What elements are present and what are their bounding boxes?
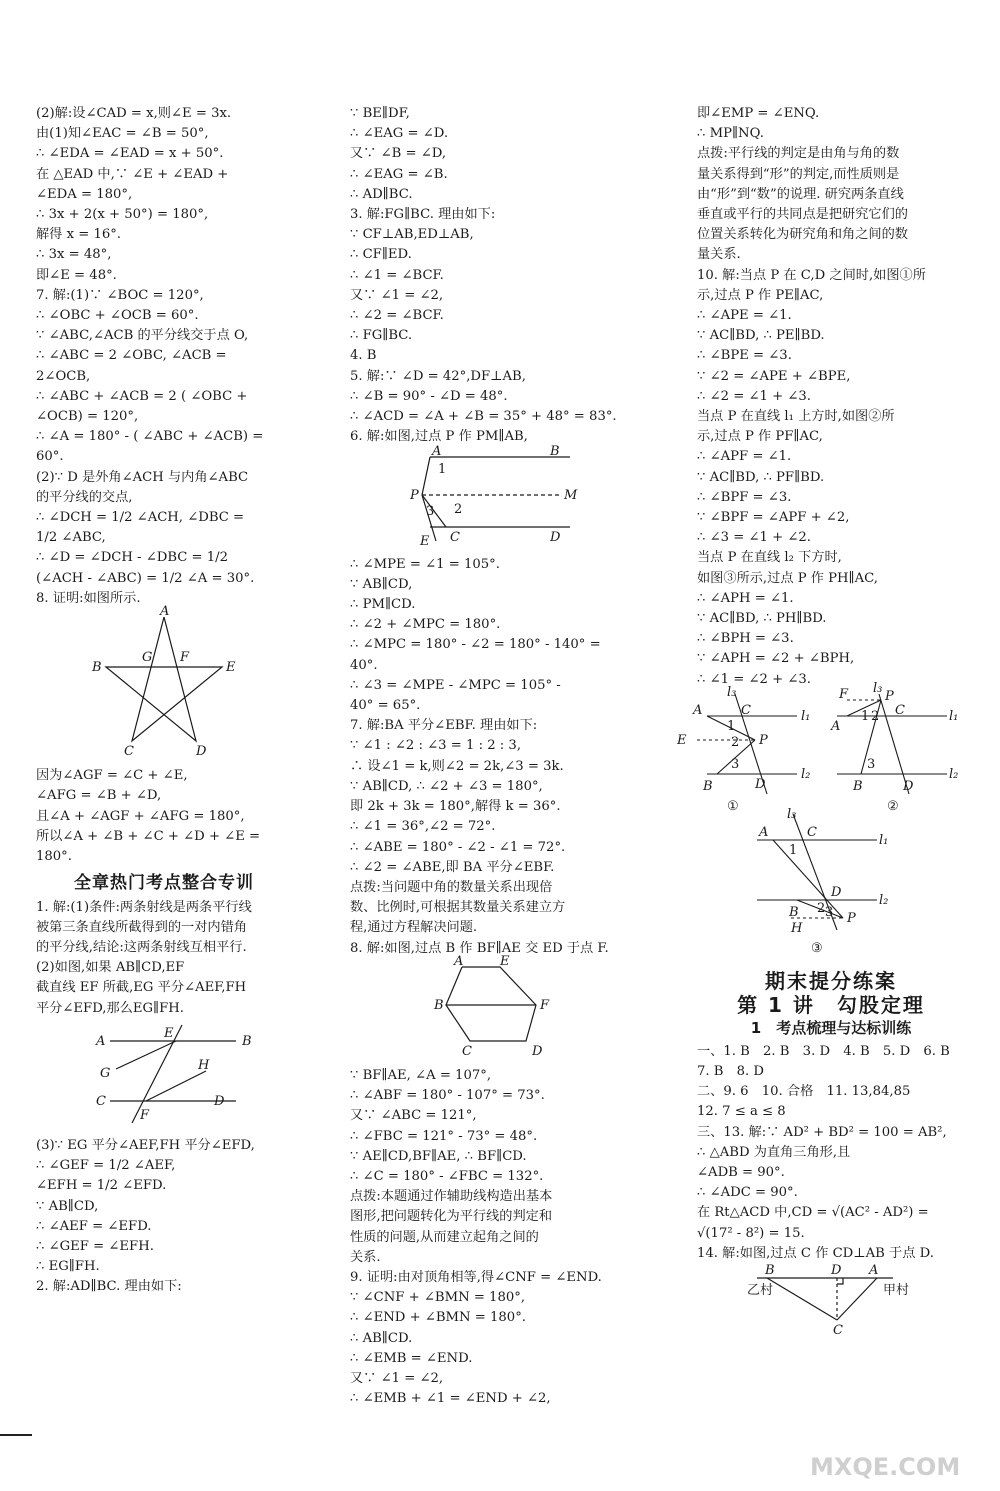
col1-line: 即∠E = 48°. <box>36 267 117 283</box>
f2-label-d: D <box>903 778 914 794</box>
f2-label-c: C <box>895 702 905 718</box>
col2b-line: ∴ ∠MPC = 180° - ∠2 = 180° - 140° = <box>350 637 601 653</box>
col1-line: 1/2 ∠ABC, <box>36 530 106 546</box>
fig8-label-d: D <box>532 1043 543 1059</box>
col2b-line: ∴ PM∥CD. <box>350 597 416 613</box>
col1-line: ∠OCB) = 120°, <box>36 409 139 425</box>
f2-angle-2: 2 <box>871 708 880 724</box>
col3-line: ∵ ∠2 = ∠APE + ∠BPE, <box>697 368 851 384</box>
col3-line: ∴ ∠3 = ∠1 + ∠2. <box>697 530 811 546</box>
col1-line: 的平分线的交点, <box>36 489 133 505</box>
col2-line: 3. 解:FG∥BC. 理由如下: <box>350 207 496 223</box>
section-heading-chapter: 全章热门考点整合专训 <box>74 873 254 894</box>
f1-label-a: A <box>693 702 703 718</box>
col1-text-b <box>36 766 292 867</box>
col2-line: 5. 解:∵ ∠D = 42°,DF⊥AB, <box>350 368 526 384</box>
col2c-line: 又∵ ∠ABC = 121°, <box>350 1108 477 1124</box>
f3-label-l3: l₃ <box>787 806 797 822</box>
f2-label-p: P <box>885 688 894 704</box>
star-label-d: D <box>196 744 207 760</box>
f3-label-p: P <box>847 910 856 926</box>
page-footer-bar <box>0 1434 32 1436</box>
col1-line: ∴ ∠ABC = 2 ∠OBC, ∠ACB = <box>36 348 227 364</box>
fig8-label-a: A <box>454 953 464 969</box>
fig6-angle-3: 3 <box>426 504 435 520</box>
col3b-line: ∴ △ABD 为直角三角形,且 <box>697 1144 851 1160</box>
col2c-line: ∴ ∠END + ∠BMN = 180°. <box>350 1310 526 1326</box>
col3-line: ∴ ∠BPF = ∠3. <box>697 489 792 505</box>
f2-label-a: A <box>831 718 841 734</box>
col1c-line: 的平分线,结论:这两条射线互相平行. <box>36 939 247 955</box>
f1-label-p: P <box>759 732 768 748</box>
f3-label-d: D <box>831 884 842 900</box>
col3-line: 即∠EMP = ∠ENQ. <box>697 106 820 121</box>
fig6-label-m: M <box>564 488 578 504</box>
star-label-g: G <box>142 650 153 666</box>
col1-line: 在 △EAD 中,∵ ∠E + ∠EAD + <box>36 166 229 182</box>
col2b-line: 7. 解:BA 平分∠EBF. 理由如下: <box>350 718 538 734</box>
col1b-line: ∠AFG = ∠B + ∠D, <box>36 788 162 804</box>
col3-line: 当点 P 在直线 l₂ 下方时, <box>697 550 842 566</box>
fig1-label-d: D <box>214 1093 225 1109</box>
col2-line: ∴ ∠ACD = ∠A + ∠B = 35° + 48° = 83°. <box>350 409 617 425</box>
col2c-line: ∵ ∠CNF + ∠BMN = 180°, <box>350 1290 526 1306</box>
f1-caption: ① <box>727 798 739 814</box>
col1b-line: 所以∠A + ∠B + ∠C + ∠D + ∠E = <box>36 828 261 844</box>
col2b-line: 即 2k + 3k = 180°,解得 k = 36°. <box>350 799 561 815</box>
f3-label-a: A <box>759 824 769 840</box>
col3-line: ∵ AC∥BD, ∴ PH∥BD. <box>697 611 827 627</box>
col3b-line: 一、1. B 2. B 3. D 4. B 5. D 6. B <box>697 1043 950 1059</box>
col3-line: 当点 P 在直线 l₁ 上方时,如图②所 <box>697 409 895 425</box>
f1-label-b: B <box>703 778 713 794</box>
col1-line: ∴ 3x = 48°, <box>36 247 112 263</box>
f1-label-d: D <box>755 776 766 792</box>
col2c-line: ∴ ∠EMB = ∠END. <box>350 1350 473 1366</box>
col1-text-a <box>36 104 292 609</box>
star-label-f: F <box>180 650 190 666</box>
f1-label-l3: l₃ <box>727 684 737 700</box>
col3-line: ∴ MP∥NQ. <box>697 126 764 142</box>
col2b-line: ∴ ∠MPE = ∠1 = 105°. <box>350 556 500 572</box>
f2-caption: ② <box>887 798 899 814</box>
col1c-line: 截直线 EF 所截,EG 平分∠AEF,FH <box>36 980 247 996</box>
col1-line: 60°. <box>36 449 64 465</box>
col1b-line: 且∠A + ∠AGF + ∠AFG = 180°, <box>36 808 245 824</box>
col2b-line: ∴ ∠2 = ∠ABE,即 BA 平分∠EBF. <box>350 859 555 875</box>
col2-line: 又∵ ∠1 = ∠2, <box>350 287 444 303</box>
col3-line: ∴ ∠APE = ∠1. <box>697 308 792 324</box>
col2c-line: ∴ AB∥CD. <box>350 1330 413 1346</box>
fig8-diagram <box>350 953 618 1059</box>
col1-line: ∴ ∠A = 180° - ( ∠ABC + ∠ACB) = <box>36 429 264 445</box>
col1-line: ∴ ∠ABC + ∠ACB = 2 ( ∠OBC + <box>36 388 248 404</box>
col2c-line: 图形,把问题转化为平行线的判定和 <box>350 1209 553 1225</box>
col3b-line: ∠ADB = 90°. <box>697 1164 785 1180</box>
col2-line: ∴ ∠B = 90° - ∠D = 48°. <box>350 388 508 404</box>
col1-line: (∠ACH - ∠ABC) = 1/2 ∠A = 30°. <box>36 570 255 586</box>
fig6-label-p: P <box>410 488 419 504</box>
column-3 <box>677 104 965 1345</box>
col1c-line: 平分∠EFD,那么EG∥FH. <box>36 1000 184 1016</box>
col2b-line: 程,通过方程解决问题. <box>350 920 478 936</box>
col2b-line: ∵ AB∥CD, ∴ ∠2 + ∠3 = 180°, <box>350 778 543 794</box>
fig1-label-e: E <box>164 1025 174 1041</box>
col3b-line: 14. 解:如图,过点 C 作 CD⊥AB 于点 D. <box>697 1245 934 1261</box>
fig14-label-d: D <box>831 1262 842 1278</box>
f3-label-b: B <box>789 904 799 920</box>
fig14-label-village-jia: 甲村 <box>883 1282 910 1298</box>
col1b-line: 因为∠AGF = ∠C + ∠E, <box>36 768 188 784</box>
col3-line: ∴ ∠APF = ∠1. <box>697 449 792 465</box>
col2b-line: ∵ ∠1 : ∠2 : ∠3 = 1 : 2 : 3, <box>350 738 522 754</box>
col3-line: 量关系得到“形”的判定,而性质则是 <box>697 166 900 182</box>
col2-text-c <box>350 1066 618 1409</box>
col1-line: 7. 解:(1)∵ ∠BOC = 120°, <box>36 287 204 303</box>
col1-text-c <box>36 898 292 1019</box>
col1d-line: ∴ ∠GEF = 1/2 ∠AEF, <box>36 1158 176 1174</box>
watermark-logo <box>790 1395 990 1485</box>
fig8-label-b: B <box>434 997 444 1013</box>
col2c-line: ∵ BF∥AE, ∠A = 107°, <box>350 1067 492 1083</box>
star-label-c: C <box>124 744 134 760</box>
col2c-line: 9. 证明:由对顶角相等,得∠CNF = ∠END. <box>350 1269 602 1285</box>
col1-line: (2)∵ D 是外角∠ACH 与内角∠ABC <box>36 469 249 485</box>
col2c-line: 关系. <box>350 1249 381 1265</box>
f2-label-l3: l₃ <box>873 680 883 696</box>
column-1 <box>36 104 292 1298</box>
fig1-label-a: A <box>96 1033 106 1049</box>
col2b-line: 40°. <box>350 657 378 673</box>
col1d-line: ∵ AB∥CD, <box>36 1198 99 1214</box>
col2-line: ∵ CF⊥AB,ED⊥AB, <box>350 227 474 243</box>
col2b-line: ∵ AB∥CD, <box>350 576 413 592</box>
col3-line: ∵ ∠APH = ∠2 + ∠BPH, <box>697 651 855 667</box>
fig8-label-f: F <box>540 997 550 1013</box>
fig8-label-e: E <box>500 953 510 969</box>
col1c-line: 1. 解:(1)条件:两条射线是两条平行线 <box>36 899 252 915</box>
col2-line: 6. 解:如图,过点 P 作 PM∥AB, <box>350 429 528 445</box>
f2-label-f: F <box>839 686 849 702</box>
fig6-label-b: B <box>550 444 560 460</box>
col1-line: ∵ ∠ABC,∠ACB 的平分线交于点 O, <box>36 328 249 344</box>
col3b-line: 在 Rt△ACD 中,CD = √(AC² - AD²) = <box>697 1205 929 1221</box>
col2-line: 又∵ ∠B = ∠D, <box>350 146 447 162</box>
col3-text-a <box>697 104 965 690</box>
fig14-label-village-yi: 乙村 <box>747 1282 774 1298</box>
col3-line: ∵ ∠BPF = ∠APF + ∠2, <box>697 510 850 526</box>
parallel-figure <box>36 1019 292 1129</box>
col3-line: ∵ AC∥BD, ∴ PF∥BD. <box>697 469 825 485</box>
col3b-line: 三、13. 解:∵ AD² + BD² = 100 = AB², <box>697 1124 947 1140</box>
col2b-line: ∴ ∠1 = 36°,∠2 = 72°. <box>350 819 496 835</box>
col1-text-d <box>36 1136 292 1298</box>
f3-angle-1: 1 <box>789 842 798 858</box>
f3-angle-3: 3 <box>825 904 834 920</box>
f2-label-b: B <box>853 778 863 794</box>
star-label-b: B <box>92 660 102 676</box>
col2c-line: ∴ ∠ABF = 180° - 107° = 73°. <box>350 1088 545 1104</box>
col2c-line: 又∵ ∠1 = ∠2, <box>350 1370 444 1386</box>
col1-line: (2)解:设∠CAD = x,则∠E = 3x. <box>36 106 232 121</box>
col1-line: ∴ ∠DCH = 1/2 ∠ACH, ∠DBC = <box>36 510 245 526</box>
col2-line: ∴ ∠EAG = ∠D. <box>350 126 449 142</box>
col2b-line: 40° = 65°. <box>350 698 421 714</box>
fig1-label-g: G <box>100 1065 111 1081</box>
col2b-line: ∴ ∠ABE = 180° - ∠2 - ∠1 = 72°. <box>350 839 566 855</box>
f2-angle-3: 3 <box>867 756 876 772</box>
fig1-label-c: C <box>96 1093 106 1109</box>
col3-line: ∴ ∠2 = ∠1 + ∠3. <box>697 388 811 404</box>
col3-text-b <box>697 1042 965 1264</box>
fig6-angle-2: 2 <box>454 502 463 518</box>
fig1-label-f: F <box>140 1107 150 1123</box>
col3-line: 示,过点 P 作 PE∥AC, <box>697 287 824 303</box>
heading-lesson-1: 第 1 讲 勾股定理 <box>737 993 925 1018</box>
col1-line: 8. 证明:如图所示. <box>36 590 141 606</box>
col1b-line: 180°. <box>36 849 72 865</box>
col3-line: ∴ ∠1 = ∠2 + ∠3. <box>697 671 811 687</box>
col2-line: ∵ BE∥DF, <box>350 106 410 121</box>
col3-line: 量关系. <box>697 247 741 263</box>
col3b-line: 二、9. 6 10. 合格 11. 13,84,85 <box>697 1084 911 1100</box>
fig6-label-a: A <box>432 444 442 460</box>
col1-line: 解得 x = 16°. <box>36 227 122 243</box>
col2b-line: 数、比例时,可根据其数量关系建立方 <box>350 900 566 916</box>
fig6-label-e: E <box>420 534 430 550</box>
col3-line: 示,过点 P 作 PF∥AC, <box>697 429 823 445</box>
f1-angle-2: 2 <box>731 734 740 750</box>
star-figure <box>36 604 292 760</box>
col3-line: ∴ ∠APH = ∠1. <box>697 590 794 606</box>
f2-label-l2: l₂ <box>949 766 959 782</box>
fig6-angle-1: 1 <box>438 462 447 478</box>
col1-line: ∴ 3x + 2(x + 50°) = 180°, <box>36 207 209 223</box>
f2-angle-1: 1 <box>861 708 870 724</box>
col2-line: ∴ ∠1 = ∠BCF. <box>350 267 444 283</box>
col3b-line: √(17² - 8²) = 15. <box>697 1225 805 1241</box>
f3-label-c: C <box>807 824 817 840</box>
col1d-line: ∠EFH = 1/2 ∠EFD. <box>36 1178 167 1194</box>
col1-line: ∴ ∠OBC + ∠OCB = 60°. <box>36 308 199 324</box>
col3-line: 位置关系转化为研究角和角之间的数 <box>697 227 908 243</box>
col2b-line: ∴ ∠3 = ∠MPE - ∠MPC = 105° - <box>350 677 561 693</box>
col3b-line: 12. 7 ≤ a ≤ 8 <box>697 1104 786 1120</box>
col2-line: ∴ ∠2 = ∠BCF. <box>350 308 444 324</box>
f2-label-l1: l₁ <box>949 708 959 724</box>
f1-label-l1: l₁ <box>801 708 811 724</box>
col1-line: ∠EDA = 180°, <box>36 186 133 202</box>
fig14-label-b: B <box>765 1262 775 1278</box>
f3-label-l1: l₁ <box>879 832 889 848</box>
col3-line: 点拨:平行线的判定是由角与角的数 <box>697 146 900 162</box>
col2-line: ∴ CF∥ED. <box>350 247 412 263</box>
f1-label-l2: l₂ <box>801 766 811 782</box>
f3-caption: ③ <box>811 940 823 956</box>
col3b-line: 7. B 8. D <box>697 1063 764 1079</box>
col2c-line: ∴ ∠C = 180° - ∠FBC = 132°. <box>350 1168 544 1184</box>
col1c-line: 被第三条直线所截得到的一对内错角 <box>36 919 247 935</box>
fig6-diagram <box>350 444 618 550</box>
col3b-line: ∴ ∠ADC = 90°. <box>697 1185 798 1201</box>
col1d-line: ∴ ∠AEF = ∠EFD. <box>36 1218 152 1234</box>
col1c-line: (2)如图,如果 AB∥CD,EF <box>36 960 185 976</box>
col1d-line: ∴ EG∥FH. <box>36 1259 100 1275</box>
col1-line: 2∠OCB, <box>36 368 91 384</box>
col2c-line: ∴ ∠FBC = 121° - 73° = 48°. <box>350 1128 538 1144</box>
col2c-line: 点拨:本题通过作辅助线构造出基本 <box>350 1189 553 1205</box>
col2b-line: 点拨:当问题中角的数量关系出现倍 <box>350 879 553 895</box>
fig6-label-c: C <box>450 530 460 546</box>
f1-angle-1: 1 <box>727 718 736 734</box>
fig10-diagrams <box>677 680 965 960</box>
col2-line: 4. B <box>350 348 377 364</box>
col3-line: ∴ ∠BPE = ∠3. <box>697 348 792 364</box>
col2b-line: 8. 解:如图,过点 B 作 BF∥AE 交 ED 于点 F. <box>350 940 609 956</box>
col2-text-b <box>350 555 618 959</box>
col2-line: ∴ AD∥BC. <box>350 186 413 202</box>
col1d-line: 2. 解:AD∥BC. 理由如下: <box>36 1279 182 1295</box>
f1-label-c: C <box>741 702 751 718</box>
col3-line: 10. 解:当点 P 在 C,D 之间时,如图①所 <box>697 267 926 283</box>
star-label-a: A <box>160 604 170 620</box>
f3-label-h: H <box>791 920 803 936</box>
fig14-label-a: A <box>869 1262 879 1278</box>
col2b-line: ∴ ∠2 + ∠MPC = 180°. <box>350 617 501 633</box>
col3-line: 由“形”到“数”的说理. 研究两条直线 <box>697 186 904 202</box>
col2-text-a <box>350 104 618 447</box>
fig14-diagram <box>697 1264 965 1338</box>
fig8-label-c: C <box>462 1043 472 1059</box>
f3-angle-2: 2 <box>817 900 826 916</box>
col1-line: 由(1)知∠EAC = ∠B = 50°, <box>36 126 209 142</box>
fig1-label-b: B <box>242 1033 252 1049</box>
f3-label-l2: l₂ <box>879 892 889 908</box>
col2c-line: ∵ AE∥CD,BF∥AE, ∴ BF∥CD. <box>350 1148 527 1164</box>
fig6-label-d: D <box>550 530 561 546</box>
col1d-line: ∴ ∠GEF = ∠EFH. <box>36 1238 154 1254</box>
col1-line: ∴ ∠EDA = ∠EAD = x + 50°. <box>36 146 224 162</box>
col3-line: 垂直或平行的共同点是把研究它们的 <box>697 207 908 223</box>
heading-final-practice: 期末提分练案 <box>765 969 897 994</box>
f1-angle-3: 3 <box>731 756 740 772</box>
fig1-label-h: H <box>198 1057 210 1073</box>
col2b-line: ∴ 设∠1 = k,则∠2 = 2k,∠3 = 3k. <box>350 758 564 774</box>
heading-review: 1 考点梳理与达标训练 <box>750 1018 912 1037</box>
col2c-line: 性质的问题,从而建立起角之间的 <box>350 1229 539 1245</box>
column-2 <box>350 104 618 1409</box>
f1-label-e: E <box>677 732 687 748</box>
col1d-line: (3)∵ EG 平分∠AEF,FH 平分∠EFD, <box>36 1137 255 1153</box>
watermark-text: MXQE.COM <box>810 1453 961 1481</box>
col3-line: 如图③所示,过点 P 作 PH∥AC, <box>697 570 878 586</box>
col2-line: ∴ ∠EAG = ∠B. <box>350 166 448 182</box>
star-label-e: E <box>226 660 236 676</box>
col2-line: ∴ FG∥BC. <box>350 328 413 344</box>
col2c-line: ∴ ∠EMB + ∠1 = ∠END + ∠2, <box>350 1391 551 1407</box>
col3-line: ∴ ∠BPH = ∠3. <box>697 631 794 647</box>
col3-line: ∵ AC∥BD, ∴ PE∥BD. <box>697 328 825 344</box>
col1-line: ∴ ∠D = ∠DCH - ∠DBC = 1/2 <box>36 550 228 566</box>
fig14-label-c: C <box>833 1322 843 1338</box>
